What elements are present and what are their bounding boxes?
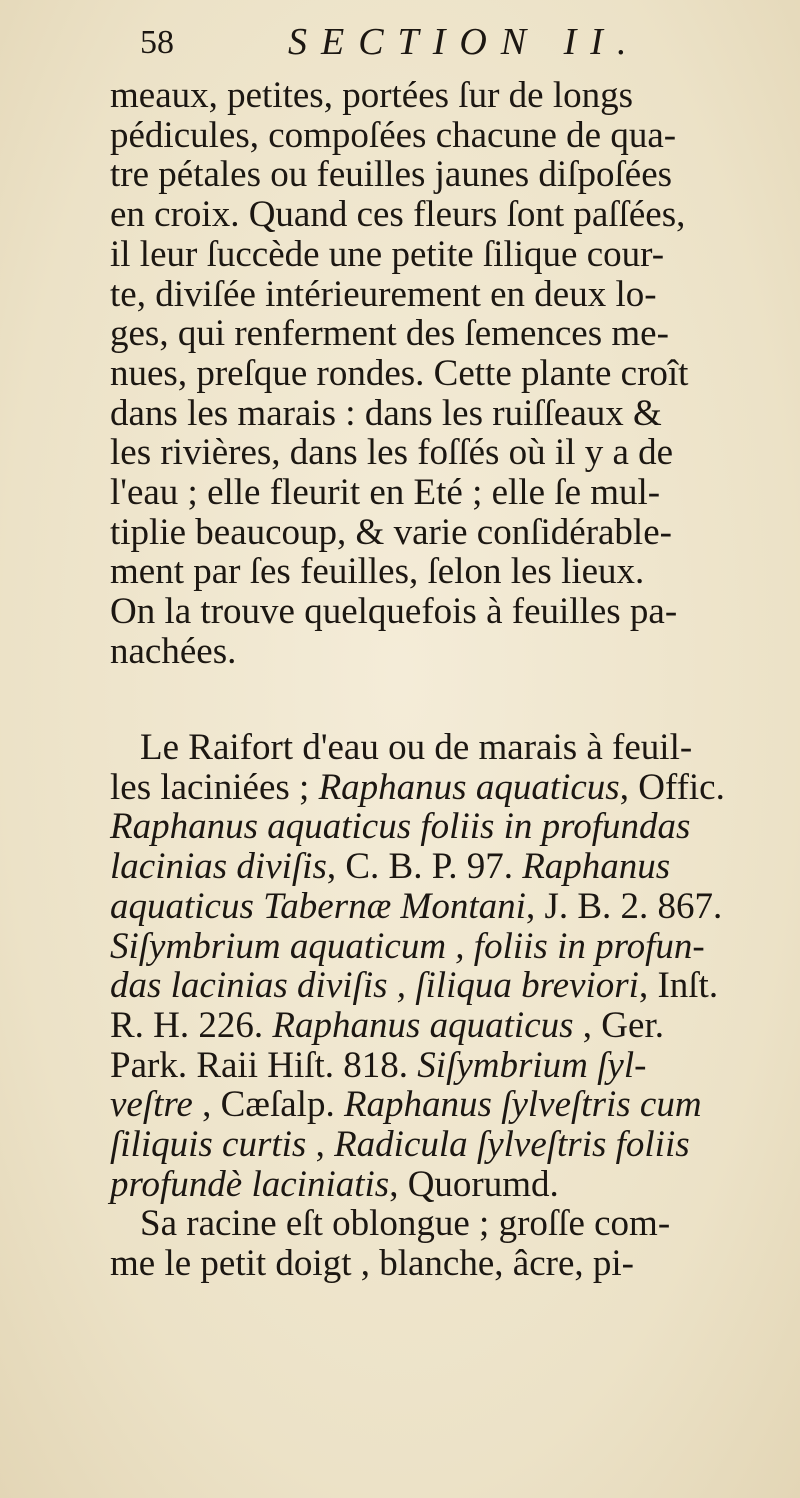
text-line: nues, preſque rondes. Cette plante croît [110, 352, 689, 394]
text-line [110, 1165, 770, 1205]
latin-name-text: Raphanus ſylveſtris cum [343, 1084, 702, 1126]
section-title: SECTION II. [288, 21, 641, 63]
text-segment: Le Raifort d'eau ou de marais à feuil- [140, 727, 693, 768]
text-line: il leur ſuccède une petite ſilique cour- [110, 233, 665, 275]
text-segment: , Inſt. [638, 965, 719, 1007]
text-line [110, 966, 770, 1006]
latin-name-text: Raphanus [522, 846, 671, 888]
text-line [110, 1085, 770, 1125]
latin-name-text: lacinias diviſis [110, 846, 327, 888]
text-line [110, 1125, 770, 1165]
text-line [110, 768, 770, 808]
latin-name-text: Raphanus aquaticus [272, 1004, 574, 1046]
text-segment: R. H. 226. [110, 1004, 273, 1046]
latin-name-text: Raphanus aquaticus foliis in profundas [110, 806, 691, 848]
latin-name-text: Raphanus aquaticus [318, 766, 620, 808]
paragraph-description [110, 76, 770, 672]
text-line: en croix. Quand ces fleurs ſont paſſées, [110, 194, 686, 236]
text-line [110, 1204, 770, 1244]
text-line [110, 1046, 770, 1086]
text-line: tre pétales ou feuilles jaunes diſpoſées [110, 154, 673, 196]
text-segment: Park. Raii Hiſt. 818. [110, 1044, 418, 1086]
latin-name-text: ſiliquis curtis [110, 1124, 307, 1166]
text-segment: me le petit doigt , blanche, âcre, pi- [110, 1243, 634, 1285]
text-line: l'eau ; elle fleurit en Eté ; elle ſe mul- [110, 472, 661, 514]
text-line [110, 728, 770, 768]
text-line [110, 1006, 770, 1046]
text-line [110, 927, 770, 967]
text-line: On la trouve quelquefois à feuilles pa- [110, 591, 678, 633]
text-line: te, diviſée intérieurement en deux lo- [110, 273, 657, 315]
paragraph-synonyms [110, 728, 770, 1284]
text-line: ment par ſes feuilles, ſelon les lieux. [110, 551, 645, 593]
text-segment: , [306, 1124, 335, 1166]
text-segment: , Ger. [573, 1004, 664, 1046]
latin-name-text: das lacinias diviſis , ſiliqua breviori [110, 965, 639, 1007]
text-line: pédicules, compoſées chacune de qua- [110, 114, 677, 156]
latin-name-text: Radicula ſylveſtris foliis [334, 1124, 690, 1166]
text-line: ges, qui renferment des ſemences me- [110, 313, 669, 355]
text-line: nachées. [110, 630, 237, 672]
latin-name-text: veſtre [110, 1084, 193, 1126]
text-line: meaux, petites, portées ſur de longs [110, 75, 634, 116]
text-line: les rivières, dans les foſſés où il y a de [110, 432, 674, 474]
text-segment: , Quorumd. [389, 1163, 559, 1205]
running-header [140, 18, 780, 78]
text-segment: les laciniées ; [110, 766, 319, 808]
text-line: tiplie beaucoup, & varie conſidérable- [110, 511, 672, 553]
text-line: dans les marais : dans les ruiſſeaux & [110, 392, 662, 434]
text-line [110, 1244, 770, 1284]
text-line [110, 847, 770, 887]
text-line [110, 887, 770, 927]
text-segment: , J. B. 2. 867. [525, 885, 723, 927]
text-segment: , Offic. [619, 766, 725, 808]
latin-name-text: profundè laciniatis [110, 1163, 390, 1205]
text-segment: Sa racine eſt oblongue ; groſſe com- [140, 1203, 671, 1245]
text-segment: , Cæſalp. [192, 1084, 344, 1126]
latin-name-text: Siſymbrium ſyl- [417, 1044, 647, 1086]
page-number: 58 [140, 24, 174, 61]
text-segment: , C. B. P. 97. [326, 846, 523, 888]
latin-name-text: Siſymbrium aquaticum , foliis in profun- [110, 925, 705, 967]
latin-name-text: aquaticus Tabernæ Montani [110, 885, 526, 927]
text-line [110, 807, 770, 847]
